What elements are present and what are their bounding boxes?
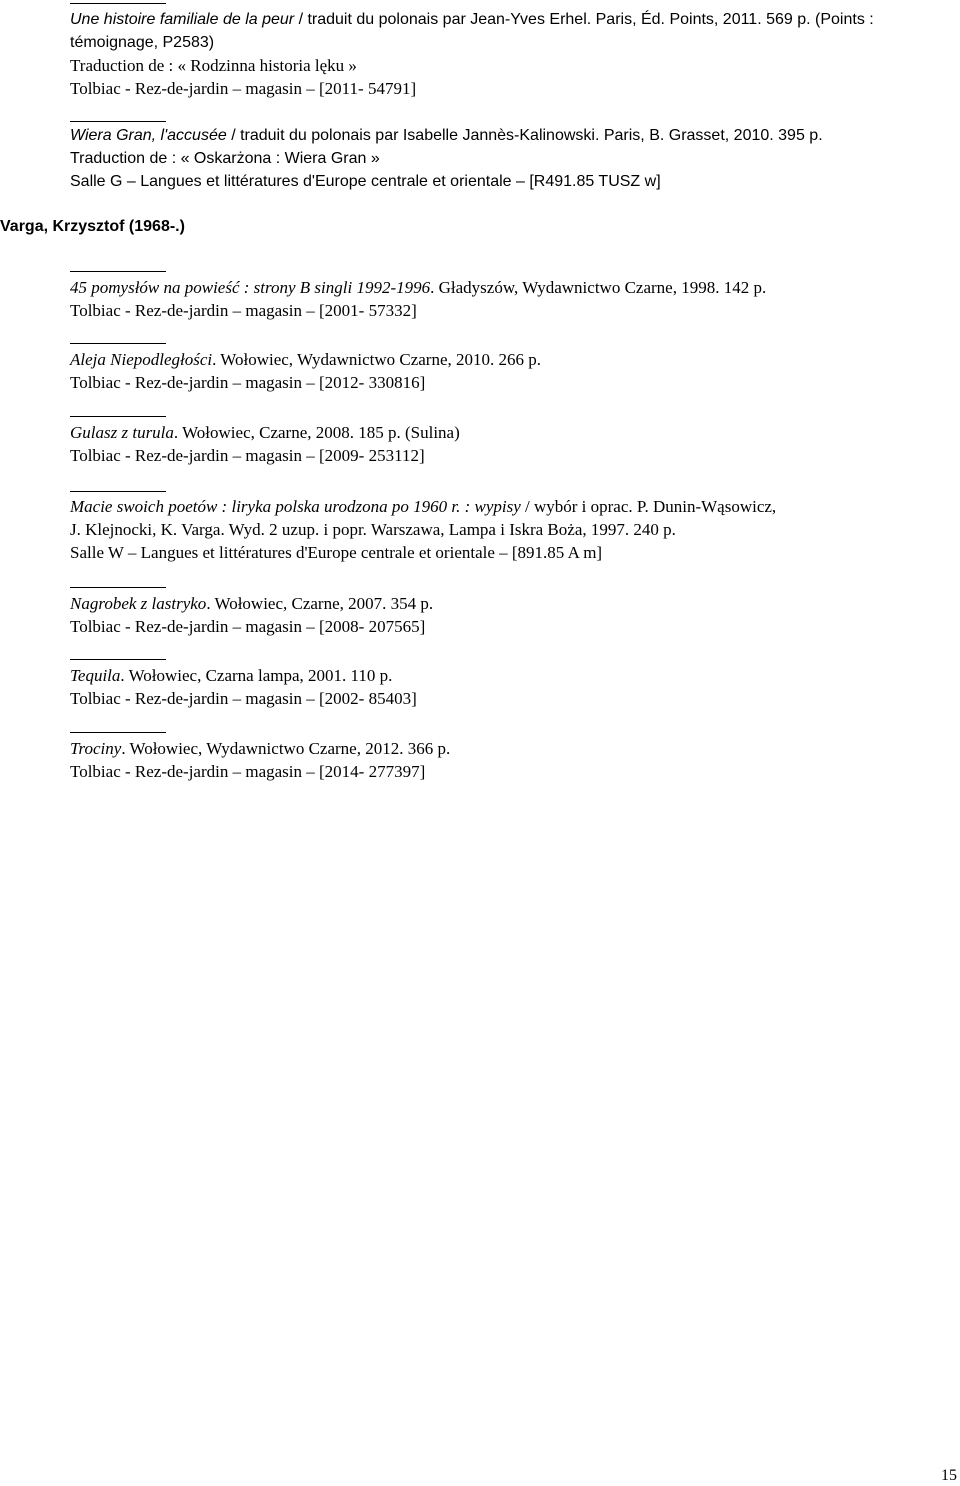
entry-location: Tolbiac - Rez-de-jardin – magasin – [2014- 277397] [70,762,426,781]
author-heading: Varga, Krzysztof (1968-.) [0,218,185,235]
entry-separator [70,491,166,492]
bibliographic-entry [70,348,955,394]
entry-separator [70,121,166,122]
bibliographic-entry [70,124,955,193]
entry-separator [70,587,166,588]
entry-title-line [70,421,955,444]
entry-publication: . Wołowiec, Czarna lampa, 2001. 110 p. [120,666,393,685]
entry-title-line [70,495,955,518]
entry-location: Salle W – Langues et littératures d'Europe centrale et orientale – [891.85 A m] [70,543,603,562]
bibliographic-entry [70,664,955,710]
entry-separator [70,343,166,344]
entry-location: Tolbiac - Rez-de-jardin – magasin – [2008- 207565] [70,617,426,636]
entry-publication: . Wołowiec, Czarne, 2008. 185 p. (Sulina) [173,423,460,442]
bibliographic-entry [70,8,955,100]
bibliographic-entry [70,495,955,564]
entry-translation-note: Traduction de : « Oskarżona : Wiera Gran » [70,150,380,167]
entry-title: Nagrobek z lastryko [70,594,207,613]
entry-publication: . Gładyszów, Wydawnictwo Czarne, 1998. 142 p. [430,278,767,297]
entry-location: Tolbiac - Rez-de-jardin – magasin – [2012- 330816] [70,373,426,392]
entry-title-line [70,348,955,371]
bibliographic-entry [70,421,955,467]
entry-continuation: témoignage, P2583) [70,34,215,51]
entry-location: Salle G – Langues et littératures d'Europe centrale et orientale – [R491.85 TUSZ w] [70,173,661,190]
entry-publication: / traduit du polonais par Jean-Yves Erhel. Paris, Éd. Points, 2011. 569 p. (Points : [294,11,874,28]
entry-title: Wiera Gran, l'accusée [70,127,227,144]
entry-title-line [70,8,955,31]
entry-title: Une histoire familiale de la peur [70,11,295,28]
entry-location: Tolbiac - Rez-de-jardin – magasin – [2011- 54791] [70,79,417,98]
entry-continuation: J. Klejnocki, K. Varga. Wyd. 2 uzup. i popr. Warszawa, Lampa i Iskra Boża, 1997. 240 p. [70,520,676,539]
bibliographic-entry [70,592,955,638]
entry-location: Tolbiac - Rez-de-jardin – magasin – [2009- 253112] [70,446,425,465]
bibliographic-entry [70,737,955,783]
entry-title: Gulasz z turula [70,423,174,442]
entry-title: Trociny [70,739,122,758]
entry-title: Macie swoich poetów : liryka polska urodzona po 1960 r. : wypisy [70,497,521,516]
entry-separator [70,271,166,272]
entry-publication: . Wołowiec, Wydawnictwo Czarne, 2012. 366 p. [121,739,451,758]
entry-separator [70,732,166,733]
entry-title-line [70,664,955,687]
entry-title-line [70,737,955,760]
entry-separator [70,416,166,417]
entry-publication: / wybór i oprac. P. Dunin-Wąsowicz, [520,497,777,516]
entry-publication: . Wołowiec, Wydawnictwo Czarne, 2010. 266 p. [212,350,541,369]
entry-title-line [70,124,955,147]
entry-title: 45 pomysłów na powieść : strony B singli 1992-1996 [70,278,431,297]
entry-separator [70,3,166,4]
entry-location: Tolbiac - Rez-de-jardin – magasin – [2001- 57332] [70,301,417,320]
page-number: 15 [941,1467,957,1484]
entry-publication: / traduit du polonais par Isabelle Jannès-Kalinowski. Paris, B. Grasset, 2010. 395 p. [226,127,823,144]
entry-location: Tolbiac - Rez-de-jardin – magasin – [2002- 85403] [70,689,417,708]
entry-title: Tequila [70,666,121,685]
entry-separator [70,659,166,660]
entry-publication: . Wołowiec, Czarne, 2007. 354 p. [206,594,434,613]
entry-translation-note: Traduction de : « Rodzinna historia lęku » [70,56,357,75]
entry-title-line [70,592,955,615]
entry-title-line [70,276,955,299]
entry-title: Aleja Niepodległości [70,350,213,369]
bibliographic-entry [70,276,955,322]
